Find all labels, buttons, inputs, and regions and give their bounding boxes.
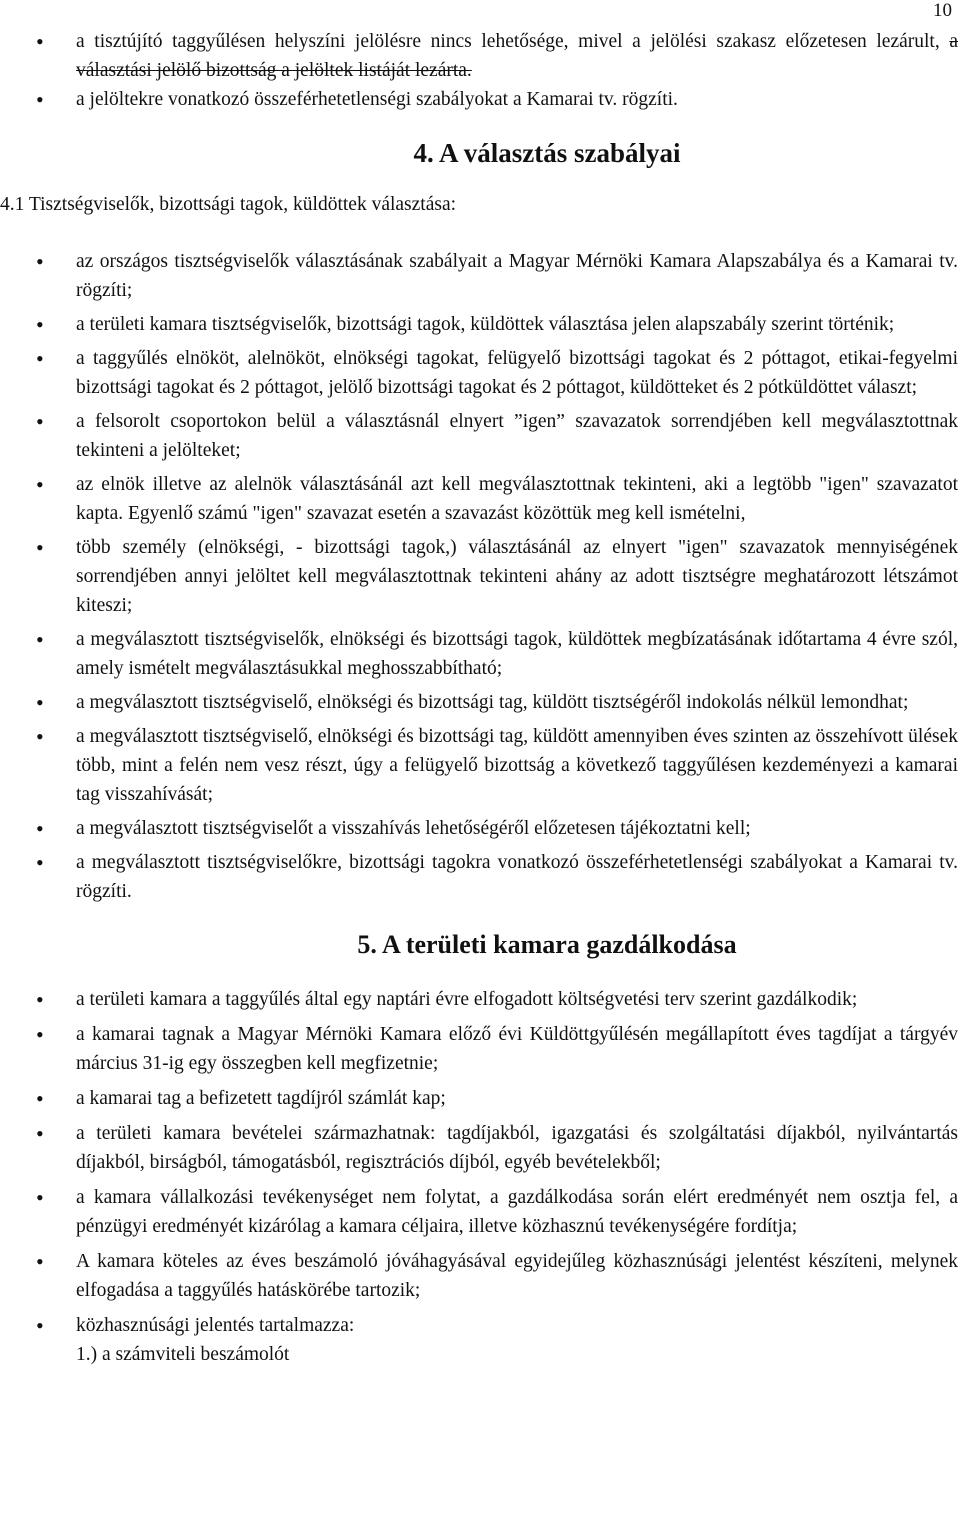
list-item [36, 1084, 958, 1113]
list-item-text: a felsorolt csoportokon belül a választásnál elnyert ”igen” szavazatok sorrendjében kell megválasztottnak tekinteni a jelölteket; [76, 411, 958, 461]
finance-rules-list [36, 985, 958, 1340]
list-item-text: a megválasztott tisztségviselőt a visszahívás lehetőségéről előzetesen tájékoztatni kell; [76, 818, 751, 839]
list-item [36, 814, 958, 843]
page-number: 10 [933, 0, 952, 21]
list-item-text: a kamarai tagnak a Magyar Mérnöki Kamara előző évi Küldöttgyűlésén megállapított éves tagdíjat a tárgyév március 31-ig egy összegben kell megfizetnie; [76, 1024, 958, 1074]
list-item-text: a kamarai tag a befizetett tagdíjról számlát kap; [76, 1088, 446, 1109]
list-item [36, 1183, 958, 1241]
list-item [36, 848, 958, 906]
list-item-text: az országos tisztségviselők választásának szabályait a Magyar Mérnöki Kamara Alapszabálya és a Kamarai tv. rögzíti; [76, 251, 958, 301]
section-heading-5: 5. A területi kamara gazdálkodása [357, 930, 737, 959]
list-item-text: a kamara vállalkozási tevékenységet nem folytat, a gazdálkodása során elért eredményét nem osztja fel, a pénzügyi eredményét kizárólag a kamara céljaira, illetve közhasznú tevékenységére fordítja; [76, 1187, 958, 1237]
list-item [36, 247, 958, 305]
election-rules-list [36, 247, 958, 906]
sub-point: 1.) a számviteli beszámolót [76, 1344, 290, 1365]
list-item-text: a jelöltekre vonatkozó összeférhetetlenségi szabályokat a Kamarai tv. rögzíti. [76, 89, 678, 110]
list-item-text: A kamara köteles az éves beszámoló jóváhagyásával egyidejűleg közhasznúsági jelentést készíteni, melynek elfogadása a taggyűlés hatáskörébe tartozik; [76, 1251, 958, 1301]
list-item-text: a területi kamara tisztségviselők, bizottsági tagok, küldöttek választása jelen alapszabály szerint történik; [76, 314, 895, 335]
subsection-heading-4-1: 4.1 Tisztségviselők, bizottsági tagok, küldöttek választása: [0, 194, 457, 215]
list-item-text: a megválasztott tisztségviselőkre, bizottsági tagokra vonatkozó összeférhetetlenségi szabályokat a Kamarai tv. rögzíti. [76, 852, 958, 902]
list-item [36, 625, 958, 683]
list-item [36, 722, 958, 809]
list-item-text: a területi kamara a taggyűlés által egy naptári évre elfogadott költségvetési terv szerint gazdálkodik; [76, 989, 858, 1010]
list-item-text: a területi kamara bevételei származhatnak: tagdíjakból, igazgatási és szolgáltatási díjakból, nyilvántartás díjakból, birságból, támogatásból, regisztrációs díjból, egyéb bevételekből; [76, 1123, 958, 1173]
list-item [36, 533, 958, 620]
list-item [36, 1119, 958, 1177]
list-item [36, 1247, 958, 1305]
section-heading-4: 4. A választás szabályai [413, 138, 681, 168]
list-item [36, 310, 958, 339]
list-item [36, 1311, 958, 1340]
list-item [36, 470, 958, 528]
list-item [36, 85, 958, 114]
document-body [0, 27, 958, 1369]
list-item [36, 688, 958, 717]
list-item [36, 985, 958, 1014]
list-item [36, 344, 958, 402]
list-item-text: a megválasztott tisztségviselő, elnökségi és bizottsági tag, küldött amennyiben éves szinten az összehívott ülések több, mint a felén nem vesz részt, úgy a felügyelő bizottság a következő taggyűlésen kezdeményezi a kamarai tag visszahívását; [76, 726, 958, 805]
list-item-text: a tisztújító taggyűlésen helyszíni jelölésre nincs lehetősége, mivel a jelölési szakasz előzetesen lezárult, [76, 31, 950, 52]
list-item-text: a taggyűlés elnököt, alelnököt, elnökségi tagokat, felügyelő bizottsági tagokat és 2 póttagot, etikai-fegyelmi bizottsági tagokat és 2 póttagot, jelölő bizottsági tagokat és 2 póttagot, küldötteket és 2 pótküldöttet választ; [76, 348, 958, 398]
list-item [36, 407, 958, 465]
nomination-list [36, 27, 958, 114]
list-item-text: a megválasztott tisztségviselők, elnökségi és bizottsági tagok, küldöttek megbízatásának időtartama 4 évre szól, amely ismételt megválasztásukkal meghosszabbítható; [76, 629, 958, 679]
list-item-text: közhasznúsági jelentés tartalmazza: [76, 1315, 355, 1336]
struck-text: a választási jelölő bizottság a jelöltek listáját lezárta. [76, 31, 958, 81]
list-item [36, 27, 958, 85]
list-item-text: a megválasztott tisztségviselő, elnökségi és bizottsági tag, küldött tisztségéről indokolás nélkül lemondhat; [76, 692, 909, 713]
list-item-text: az elnök illetve az alelnök választásánál azt kell megválasztottnak tekinteni, aki a legtöbb "igen" szavazatot kapta. Egyenlő számú "igen" szavazat esetén a szavazást közöttük meg kell ismételni, [76, 474, 958, 524]
list-item [36, 1020, 958, 1078]
list-item-text: több személy (elnökségi, - bizottsági tagok,) választásánál az elnyert "igen" szavazatok mennyiségének sorrendjében annyi jelöltet kell megválasztottnak tekinteni ahány az adott tisztségre meghatározott létszámot kiteszi; [76, 537, 958, 616]
